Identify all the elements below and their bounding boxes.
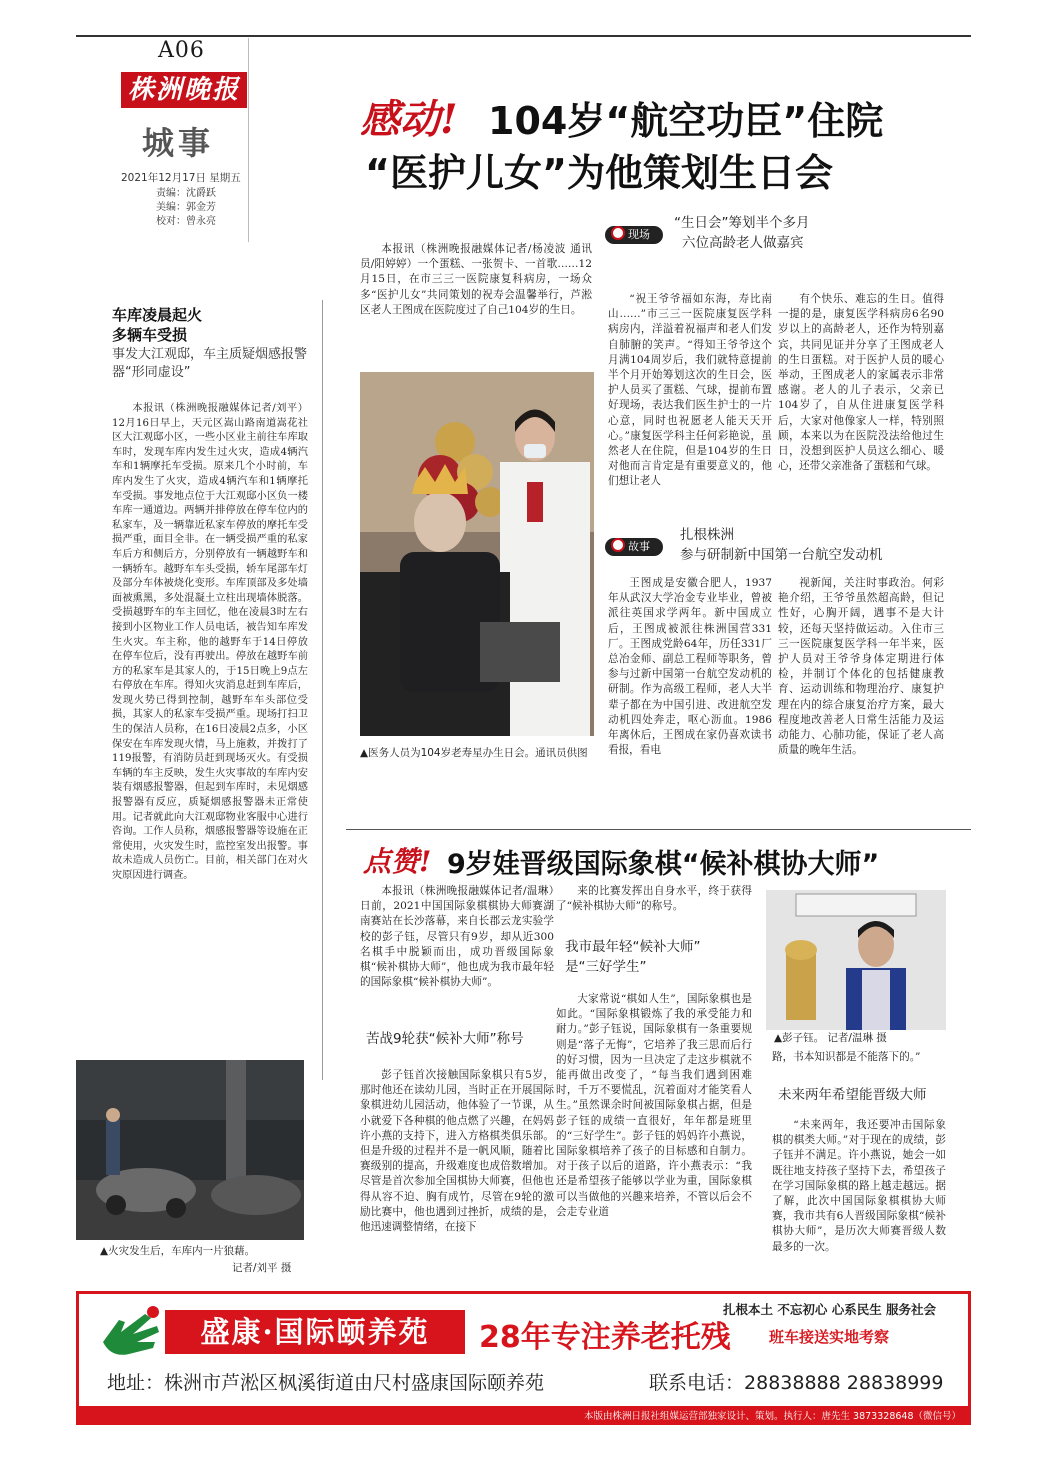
ad-slogan-sub: 班车接送实地考察 [769,1328,890,1346]
ad-address: 地址：株洲市芦淞区枫溪街道由尺村盛康国际颐养苑 [107,1372,545,1394]
chess-photo [766,890,946,1030]
chess-col3a: 路，书本知识都是不能落下的。” [772,1051,921,1063]
ad-slogan-right: 扎根本土 不忘初心 心系民生 服务社会 [723,1302,937,1317]
story-badge: 故事 [605,538,663,556]
ad-phone[interactable]: 联系电话：28838888 28838999 [649,1372,944,1394]
chess-col2b: 大家常说“棋如人生”，国际象棋也是如此。“国际象棋锻炼了我的承受能力和耐力。”彭子钰说，国际象棋有一条重要规则是“落子无悔”，它培养了我三思而后行的好习惯，因为一旦决定了走这步棋就不能再做出改变了，“每当我们遇到困难时，千万不要慌乱，沉着面对才能笑看人生。”虽然课余时间被国际象棋占据，但是彭子钰的成绩一直很好，年年都是班里的“三好学生”。彭子钰的妈妈许小燕说，国际象棋培养了孩子的目标感和自制力。对于孩子以后的道路，许小燕表示：“我还是希望孩子能够以学业为重，国际象棋可以当做他的兴趣来培养，不管以后会不会走专业道 [556,993,752,1218]
chess-sub3: 未来两年希望能晋级大师 [778,1087,927,1103]
section-title: 城事 [142,124,215,162]
chess-lead: 本报讯（株洲晚报融媒体记者/温琳）日前，2021中国国际象棋棋协大师赛湖南赛站在长沙落幕，来自长郡云龙实验学校的彭子钰，尽管只有9岁，却从近300名棋手中脱颖而出，成功晋级国际象棋“候补棋协大师”，他也成为我市最年轻的国际象棋“候补棋协大师”。 [360,885,554,989]
chess-photo-caption: ▲彭子钰。 记者/温琳 摄 [774,1032,887,1044]
chess-col3b: “未来两年，我还要冲击国际象棋的棋类大师。”对于现在的成绩，彭子钰并不满足。许小燕说，她会一如既往地支持孩子坚持下去，希望孩子在学习国际象棋的路上越走越远。据了解，此次中国国际象棋棋协大师赛，我市共有6人晋级国际象棋“候补棋协大师”，是历次大师赛晋级人数最多的一次。 [772,1119,946,1253]
designer-credit: 美编：郭金芳 [156,202,216,213]
ad-banner[interactable] [76,1291,971,1409]
main-lead: 本报讯（株洲晚报融媒体记者/杨凌波 通讯员/阳婷婷）一个蛋糕、一张贺卡、一首歌……12月15日，在市三三一医院康复科病房，一场众多“医护儿女”共同策划的祝寿会温馨举行，芦淞区老人王图成在医院度过了自己104岁的生日。 [360,243,592,316]
chess-col1b: 彭子钰首次接触国际象棋只有5岁，那时他还在读幼儿园，当时正在开展国际象棋进幼儿园活动，他体验了一节课，从小就爱下各种棋的他点燃了兴趣，在妈妈许小燕的支持下，进入方格棋类俱乐部。但是升级的过程并不是一帆风顺，随着比赛级别的提高，升级难度也成倍数增加。尽管是首次参加全国棋协大师赛，但他也得从容不迫、胸有成竹，尽管在9轮的激励比赛中，他也遇到过挫折，成绩的是，他迅速调整情绪，在接下 [360,1069,554,1234]
main-headline-tag: 感动! [360,96,458,143]
story-col1: 王图成是安徽合肥人，1937年从武汉大学冶金专业毕业，曾被派往英国求学两年。新中国成立后，王图成被派往株洲国营331厂。王图成党龄64年，历任331厂总冶金师、副总工程师等职务，曾参与过新中国第一台航空发动机的研制。作为高级工程师，老人大半辈子都在为中国引进、改进航空发动机四处奔走，呕心沥血。1986年离休后，王图成在家仍喜欢读书看报，看电 [608,577,772,757]
chess-sub1: 苦战9轮获“候补大师”称号 [366,1031,524,1047]
chess-headline: 9岁娃晋级国际象棋“候补棋协大师” [447,849,880,880]
birthday-photo-caption: ▲医务人员为104岁老寿星办生日会。通讯员供图 [360,747,588,759]
top-rule [76,35,971,37]
fire-headline-2: 多辆车受损 [112,326,188,344]
badge-dot-icon [611,538,625,552]
editor-credit: 责编：沈爵跃 [156,188,216,199]
chess-headline-tag: 点赞! [363,845,432,878]
proof-credit: 校对：曾永亮 [156,216,216,227]
left-column-divider [322,300,323,1080]
issue-date: 2021年12月17日 星期五 [121,172,241,184]
birthday-photo-illustration [360,372,594,736]
fire-photo [76,1060,304,1240]
chess-sub2-line2: 是“三好学生” [565,959,647,975]
badge-dot-icon [611,226,625,240]
scene-col2: 有个快乐、难忘的生日。值得一提的是，康复医学科病房6名90岁以上的高龄老人，还作为特别嘉宾，共同见证并分享了王图成老人的生日蛋糕。对于医护人员的暖心举动，王图成老人的家属表示非常感谢。老人的儿子表示，父亲已104岁了，自从住进康复医学科后，大家对他像家人一样，特别照顾，本来以为在医院没法给他过生日，没想到医护人员这么细心、暖心，还带父亲准备了蛋糕和气球。 [778,293,944,473]
fire-photo-credit: 记者/刘平 摄 [232,1262,292,1274]
scene-title-2: 六位高龄老人做嘉宾 [682,235,804,251]
fire-headline-1: 车库凌晨起火 [112,306,203,324]
chess-col2a: 来的比赛发挥出自身水平，终于获得了“候补棋协大师”的称号。 [556,885,752,913]
chess-section-rule [346,829,971,830]
ad-footnote: 本版由株洲日报社组媒运营部独家设计、策划。执行人：唐先生 3873328648（微信号） [76,1409,971,1425]
masthead-divider [248,38,249,242]
main-headline-line1: 104岁“航空功臣”住院 [488,99,884,143]
main-headline-line2: “医护儿女”为他策划生日会 [365,151,833,195]
birthday-photo [360,372,594,736]
fire-body: 本报讯（株洲晚报融媒体记者/刘平）12月16日早上，天元区嵩山路南道嵩花社区大江观邸小区，一些小区业主前往车库取车时，发现车库内发生过火灾，造成4辆汽车和1辆摩托车受损。原来几个小时前，车库内发生了火灾，造成4辆汽车和1辆摩托车受损。事发地点位于大江观邸小区负一楼车库一通道边。两辆并排停放在停车位内的私家车，及一辆靠近私家车停放的摩托车受损严重，面目全非。在一辆受损严重的私家车后方和侧后方，分别停放有一辆越野车和一辆轿车。越野车车头受损，轿车尾部车灯及部分车体被烧化变形。车库顶部及多处墙面被熏黑，多处混凝土立柱出现墙体脱落。受损越野车的车主回忆，他在凌晨3时左右接到小区物业工作人员电话，被告知车库发生火灾。车主称，他的越野车于14日停放在停车位后，没有再驶出。停放在越野车前方的私家车是其家人的，于15日晚上9点左右停放在车库。得知火灾消息赶到车库后，发现火势已得到控制，越野车车头部位受损，其家人的私家车受损严重。现场打扫卫生的保洁人员称，在16日凌晨2点多，小区保安在车库发现火情，马上施救，并拨打了119报警，有消防员赶到现场灭火。有受损车辆的车主反映，发生火灾事故的车库内安装有烟感报警器，但起到车库时，未见烟感报警器有反应，质疑烟感报警器未正常使用。记者就此向大江观邸物业客服中心进行咨询。工作人员称，烟感报警器等设施在正常使用，火灾发生时，监控室发出报警。事故未造成人员伤亡。目前，相关部门在对火灾原因进行调查。 [112,403,308,881]
chess-sub2-line1: 我市最年轻“候补大师” [565,939,701,955]
hand-logo-icon [93,1302,165,1366]
scene-col1: “祝王爷爷福如东海，寿比南山……”市三三一医院康复医学科病房内，洋溢着祝福声和老人们发自肺腑的笑声。“得知王爷爷这个月满104周岁后，我们就特意提前半个月开始筹划这次的生日会，医护人员买了蛋糕、气球，提前布置好现场，表达我们医生护士的一片心意，同时也祝愿老人能天天开心。”康复医学科主任何彩艳说，虽然老人在住院，但是104岁的生日对他而言肯定是有重要意义的，他们想让老人 [608,293,772,488]
ad-slogan-main: 28年专注养老托残 [479,1320,731,1355]
story-title-2: 参与研制新中国第一台航空发动机 [680,547,883,563]
chess-photo-illustration [766,890,946,1030]
scene-title-1: “生日会”筹划半个多月 [674,215,810,231]
fire-subhead: 事发大江观邸，车主质疑烟感报警器“形同虚设” [112,347,308,380]
scene-badge: 现场 [605,226,663,244]
story-title-1: 扎根株洲 [680,527,734,543]
story-col2: 视新闻，关注时事政治。何彩艳介绍，王爷爷虽然超高龄，但记性好，心胸开阔，遇事不是大计较，还每天坚持做运动。入住市三三一医院康复医学科一年半来，医护人员对王爷爷身体定期进行体检，并制订个体化的包括健康教育、运动训练和物理治疗、康复护理在内的综合康复治疗方案，最大程度地改善老人日常生活能力及运动能力、心肺功能，保证了老人高质量的晚年生活。 [778,577,944,757]
ad-brand: 盛康·国际颐养苑 [165,1310,465,1354]
brand-logo: 株洲晚报 [121,72,247,108]
fire-photo-illustration [76,1060,304,1240]
fire-photo-caption: ▲火灾发生后，车库内一片狼藉。 [100,1245,256,1257]
page-number: A06 [158,38,205,63]
